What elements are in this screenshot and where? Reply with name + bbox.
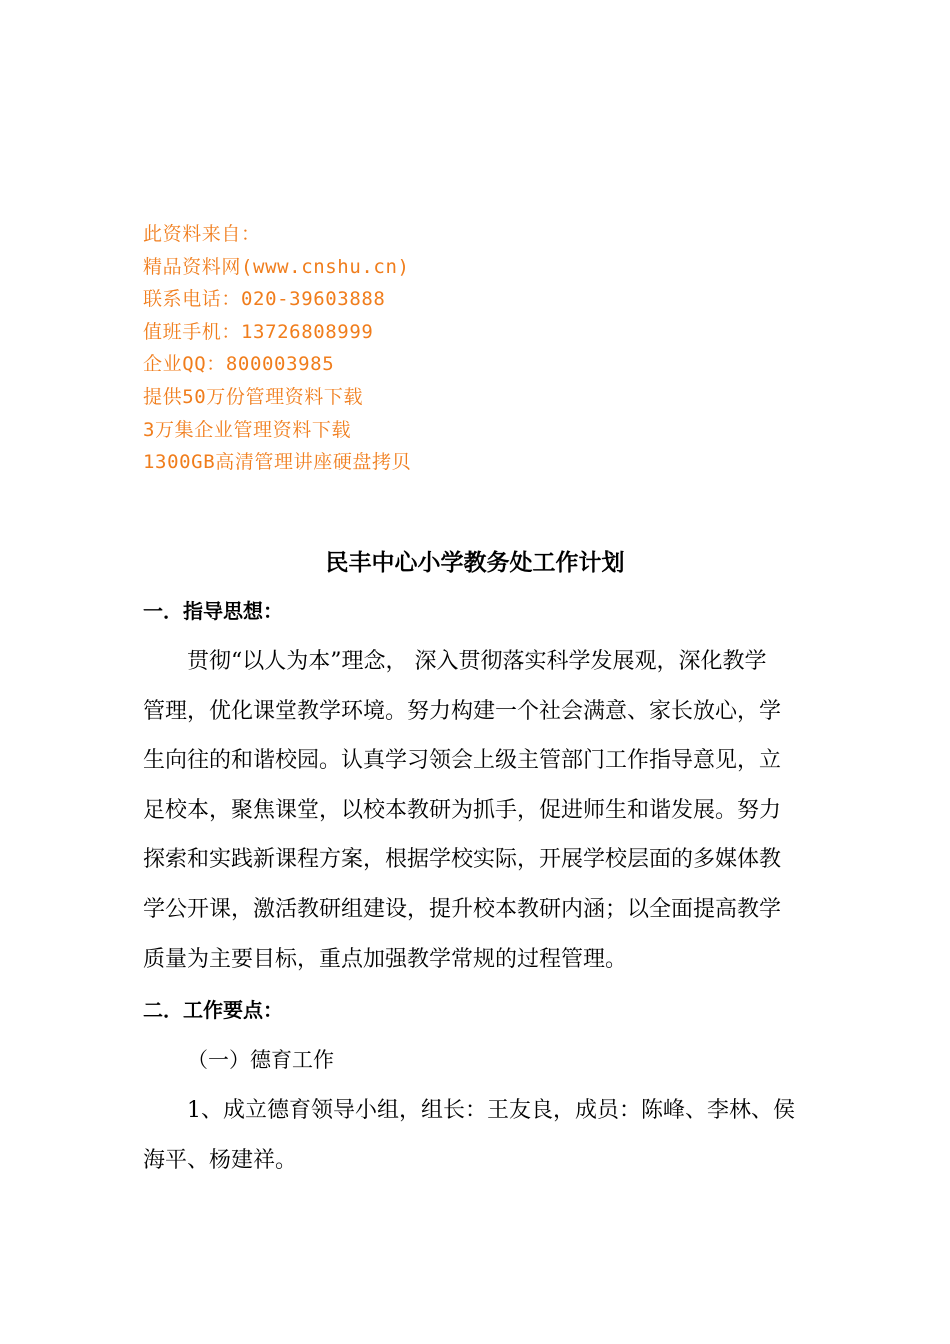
paragraph-line: 足校本，聚焦课堂，以校本教研为抓手，促进师生和谐发展。努力 (143, 797, 782, 823)
source-notice (143, 218, 563, 479)
guiding-ideology-paragraph (143, 637, 807, 984)
source-line-intro: 此资料来自： (143, 223, 261, 245)
paragraph-line: 海平、杨建祥。 (143, 1147, 298, 1173)
source-line-offer-1: 提供50万份管理资料下载 (143, 385, 364, 408)
paragraph-line: 管理，优化课堂教学环境。努力构建一个社会满意、家长放心，学 (143, 698, 782, 724)
moral-education-item-1 (143, 1086, 807, 1185)
source-line-offer-2: 3万集企业管理资料下载 (143, 418, 352, 441)
source-line-website: 精品资料网(www.cnshu.cn) (143, 255, 410, 278)
source-line-offer-3: 1300GB高清管理讲座硬盘拷贝 (143, 451, 412, 474)
source-line-mobile: 值班手机：13726808999 (143, 320, 374, 343)
paragraph-line: 1、成立德育领导小组，组长：王友良，成员：陈峰、李林、侯 (187, 1098, 795, 1123)
paragraph-line: 生向往的和谐校园。认真学习领会上级主管部门工作指导意见，立 (143, 748, 782, 774)
paragraph-line: 贯彻“以人为本”理念， 深入贯彻落实科学发展观，深化教学 (187, 649, 767, 674)
source-line-qq: 企业QQ：800003985 (143, 353, 335, 376)
paragraph-line: 探索和实践新课程方案，根据学校实际，开展学校层面的多媒体教 (143, 847, 782, 873)
section-heading-work-points: 二．工作要点： (143, 998, 283, 1022)
section-heading-guiding-ideology: 一．指导思想： (143, 599, 283, 623)
paragraph-line: 学公开课，激活教研组建设，提升校本教研内涵；以全面提高教学 (143, 896, 782, 922)
document-title: 民丰中心小学教务处工作计划 (325, 550, 625, 576)
paragraph-line: 质量为主要目标，重点加强教学常规的过程管理。 (143, 946, 628, 972)
subheading-moral-education: （一）德育工作 (187, 1048, 334, 1072)
source-line-phone: 联系电话：020-39603888 (143, 288, 386, 311)
